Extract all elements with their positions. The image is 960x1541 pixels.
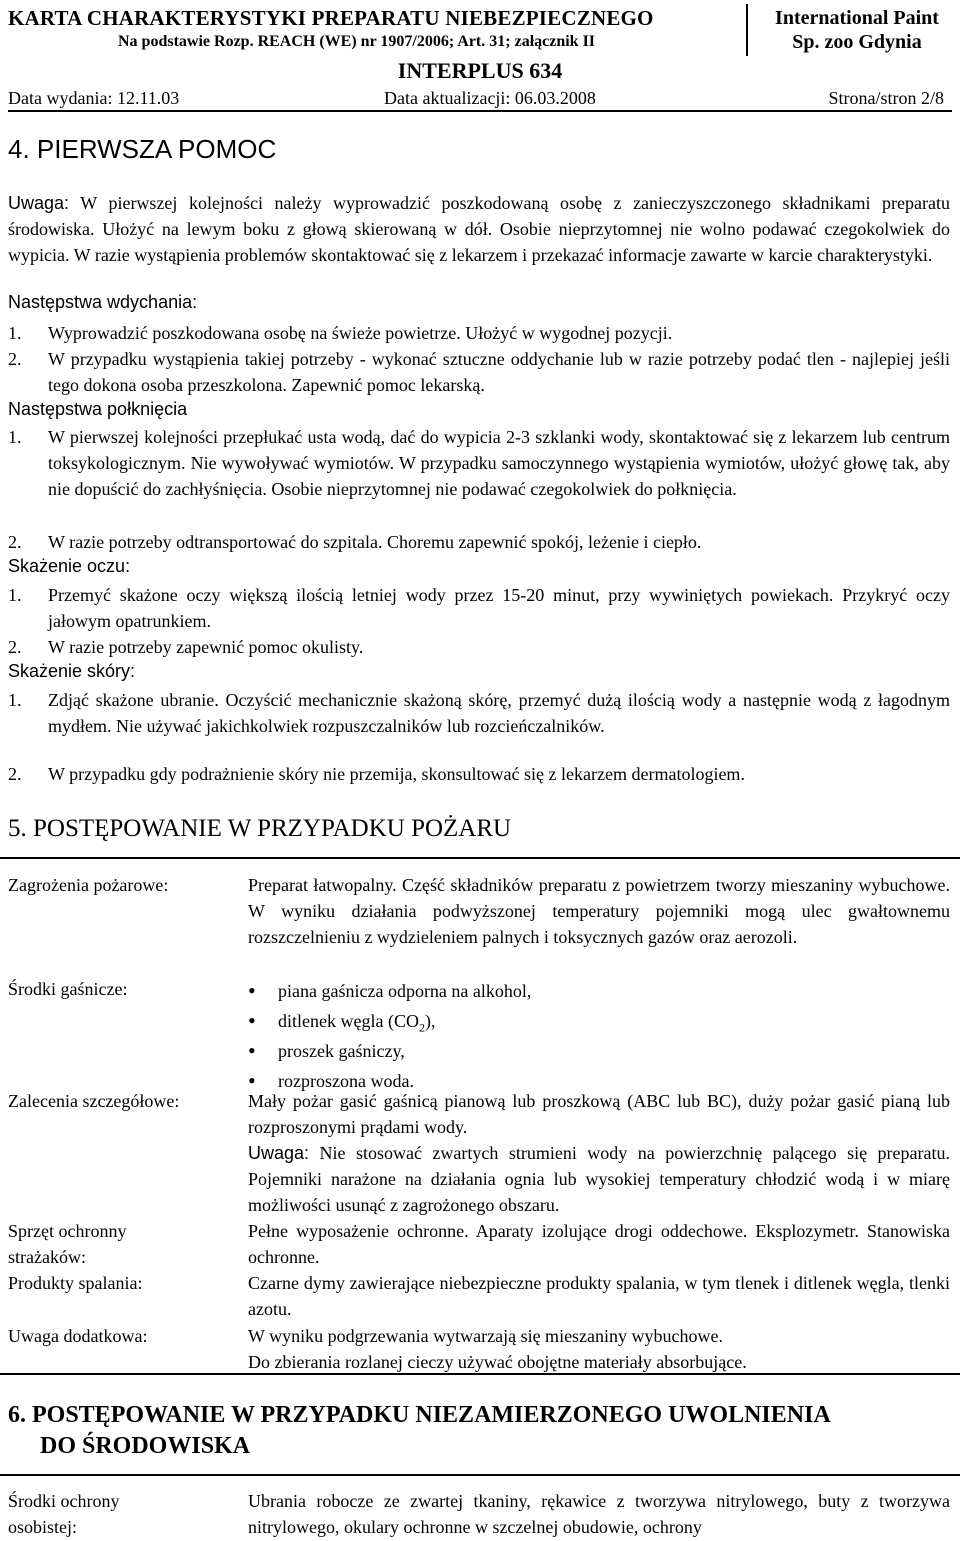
item-number: 2. (8, 637, 22, 657)
note-text: W pierwszej kolejności należy wyprowadzić poszkodowaną osobę z zanieczyszczonego składnikami preparatu środowiska. Ułożyć na lewym boku z głową skierowaną w dół. Osobie nieprzytomnej nie wolno podawać czegokolwiek do wypicia. W razie wystąpienia problemów skontaktować się z lekarzem i przekazać informacje zawarte w karcie charakterystyki. (8, 193, 950, 265)
note-label: Uwaga: (8, 193, 70, 213)
document-header (8, 4, 952, 108)
firefighter-equipment-text: Pełne wyposażenie ochronne. Aparaty izolujące drogi oddechowe. Eksplozymetr. Stanowiska ochronne. (248, 1221, 950, 1267)
ingestion-heading: Następstwa połknięcia (8, 399, 188, 419)
recommendations-main: Mały pożar gasić gaśnicą pianową lub proszkową (ABC lub BC), duży pożar gasić pianą lub rozproszonymi prądami wody. (248, 1091, 950, 1137)
label-line-1: Sprzęt ochronny (8, 1221, 127, 1241)
document-title: KARTA CHARAKTERYSTYKI PREPARATU NIEBEZPIECZNEGO (8, 6, 654, 30)
item-number: 1. (8, 323, 22, 343)
company-line-1: International Paint (775, 7, 939, 29)
list-item (8, 346, 950, 398)
list-item (8, 634, 950, 660)
recommendations-label: Zalecenia szczegółowe: (8, 1091, 180, 1111)
item-text: W razie potrzeby zapewnić pomoc okulisty. (48, 637, 364, 657)
update-date: Data aktualizacji: 06.03.2008 (384, 88, 596, 108)
eyes-heading: Skażenie oczu: (8, 556, 131, 576)
company-name (760, 6, 954, 54)
list-item: • proszek gaśniczy, (248, 1038, 950, 1068)
co2-text: ditlenek węgla (CO (278, 1011, 419, 1031)
personal-protection-label (8, 1488, 120, 1540)
skin-heading: Skażenie skóry: (8, 661, 136, 681)
first-aid-note (8, 190, 950, 268)
list-item (8, 320, 950, 346)
additional-note-label: Uwaga dodatkowa: (8, 1326, 148, 1346)
label-line-2: strażaków: (8, 1247, 86, 1267)
item-text: W pierwszej kolejności przepłukać usta wodą, dać do wypicia 2-3 szklanki wody, skontaktować się z lekarzem lub centrum toksykologicznym. Nie wywoływać wymiotów. W przypadku samoczynnego wystąpienia wymiotów, ułożyć głowę tak, aby nie dopuścić do zachłyśnięcia. Osobie nieprzytomnej nie podawać czegokolwiek do połknięcia. (48, 427, 950, 499)
note-text: Nie stosować zwartych strumieni wody na powierzchnię palącego się preparatu. Pojemniki narażone na działania ognia lub wysokiej temperatury chłodzić wodą i w miarę możliwości usunąć z zagrożonego obszaru. (248, 1143, 950, 1215)
extinguishing-list (248, 978, 950, 1098)
additional-note-text (248, 1323, 950, 1375)
recommendations-text (248, 1088, 950, 1218)
legal-basis: Na podstawie Rozp. REACH (WE) nr 1907/2006; Art. 31; załącznik II (118, 33, 596, 50)
note-line-2: Do zbierania rozlanej cieczy używać obojętne materiały absorbujące. (248, 1352, 747, 1372)
inhalation-heading: Następstwa wdychania: (8, 292, 198, 312)
list-item: • piana gaśnicza odporna na alkohol, (248, 978, 950, 1008)
item-text: W przypadku wystąpienia takiej potrzeby - wykonać sztuczne oddychanie lub w razie potrzeby podać tlen - najlepiej jeśli tego dokona osoba przeszkolona. Zapewnić pomoc lekarską. (48, 349, 950, 395)
list-item: • rozproszona woda. (248, 1068, 950, 1098)
table-bottom-rule (0, 1373, 960, 1375)
list-item (8, 761, 950, 787)
item-number: 1. (8, 427, 22, 447)
fire-hazards-label: Zagrożenia pożarowe: (8, 875, 169, 895)
label-line-1: Środki ochrony (8, 1491, 120, 1511)
header-divider (746, 4, 748, 56)
item-number: 2. (8, 349, 22, 369)
item-text: W przypadku gdy podrażnienie skóry nie przemija, skonsultować się z lekarzem dermatologiem. (48, 764, 745, 784)
co2-subscript: 2 (418, 1020, 425, 1035)
list-item (8, 424, 950, 502)
fire-hazards-text: Preparat łatwopalny. Część składników preparatu z powietrzem tworzy mieszaniny wybuchowe. W wyniku działania podwyższonej temperatury pojemniki mogą ulec gwałtownemu rozszczelnieniu z wydzieleniem palnych i toksycznych gazów oraz aerozoli. (248, 875, 950, 947)
table-top-rule (0, 857, 960, 859)
list-item (248, 1008, 950, 1038)
list-item (8, 687, 950, 739)
item-text: Wyprowadzić poszkodowana osobę na świeże powietrze. Ułożyć w wygodnej pozycji. (48, 323, 673, 343)
title-line-2: DO ŚRODOWISKA (40, 1433, 251, 1459)
header-rule (8, 110, 952, 112)
note-label: Uwaga: (248, 1143, 310, 1163)
label-line-2: osobistej: (8, 1517, 78, 1537)
item-text: Przemyć skażone oczy większą ilością letniej wody przez 15-20 minut, przy wywiniętych powiekach. Przykryć oczy jałowym opatrunkiem. (48, 585, 950, 631)
list-item (8, 582, 950, 634)
item-number: 1. (8, 585, 22, 605)
firefighter-equipment-label (8, 1218, 126, 1270)
combustion-products-text: Czarne dymy zawierające niebezpieczne produkty spalania, w tym tlenek i ditlenek węgla, tlenki azotu. (248, 1273, 950, 1319)
personal-protection-text: Ubrania robocze ze zwartej tkaniny, rękawice z tworzywa nitrylowego, buty z tworzywa nitrylowego, okulary ochronne w szczelnej obudowie, ochrony (248, 1491, 950, 1537)
title-line-1: 6. POSTĘPOWANIE W PRZYPADKU NIEZAMIERZONEGO UWOLNIENIA (8, 1402, 831, 1428)
note-line-1: W wyniku podgrzewania wytwarzają się mieszaniny wybuchowe. (248, 1326, 724, 1346)
combustion-products-label: Produkty spalania: (8, 1273, 143, 1293)
item-text: Zdjąć skażone ubranie. Oczyścić mechanicznie skażoną skórę, przemyć dużą ilością wody a następnie wodą z łagodnym mydłem. Nie używać jakichkolwiek rozpuszczalników lub rozcieńczalników. (48, 690, 950, 736)
table-top-rule (0, 1474, 960, 1476)
company-line-2: Sp. zoo Gdynia (792, 31, 922, 53)
item-number: 2. (8, 532, 22, 552)
extinguishing-label: Środki gaśnicze: (8, 979, 128, 999)
issue-date: Data wydania: 12.11.03 (8, 88, 180, 108)
item-number: 2. (8, 764, 22, 784)
section-5-title: 5. POSTĘPOWANIE W PRZYPADKU POŻARU (8, 815, 512, 842)
list-item (8, 529, 950, 555)
extinguishing-media (248, 978, 950, 1098)
page-number: Strona/stron 2/8 (828, 88, 944, 108)
item-text: W razie potrzeby odtransportować do szpitala. Choremu zapewnić spokój, leżenie i ciepło. (48, 532, 702, 552)
recommendations-note (248, 1140, 950, 1218)
item-number: 1. (8, 690, 22, 710)
co2-tail: ), (424, 1011, 436, 1031)
section-6-title (8, 1400, 831, 1462)
product-name: INTERPLUS 634 (397, 58, 563, 83)
section-4-title: 4. PIERWSZA POMOC (8, 134, 277, 164)
